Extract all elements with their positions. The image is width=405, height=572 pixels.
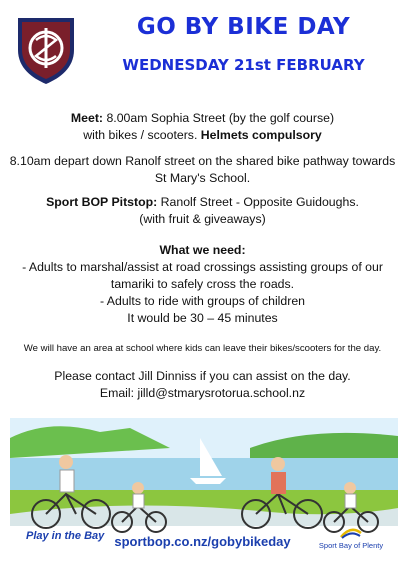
meet-time-place: 8.00am Sophia Street (by the golf course) bbox=[106, 111, 335, 125]
school-crest-logo bbox=[14, 14, 78, 86]
contact-section bbox=[6, 368, 399, 402]
sport-bop-label: Sport Bay of Plenty bbox=[318, 541, 384, 550]
needs-line: It would be 30 – 45 minutes bbox=[127, 311, 278, 325]
depart-line-2: St Mary's School. bbox=[154, 171, 251, 185]
meet-label: Meet: bbox=[70, 111, 104, 125]
meet-section bbox=[6, 110, 399, 144]
contact-email[interactable]: Email: jilld@stmarysrotorua.school.nz bbox=[99, 386, 306, 400]
depart-section bbox=[6, 153, 399, 187]
event-url[interactable]: sportbop.co.nz/gobybikeday bbox=[114, 534, 291, 549]
helmets-note: Helmets compulsory bbox=[200, 128, 322, 142]
pitstop-label: Sport BOP Pitstop: bbox=[46, 195, 158, 209]
page-title: GO BY BIKE DAY bbox=[136, 14, 351, 40]
needs-line: - Adults to ride with groups of children bbox=[99, 294, 306, 308]
needs-line: tamariki to safely cross the roads. bbox=[110, 277, 295, 291]
sport-bop-swoosh-icon bbox=[340, 527, 362, 539]
pitstop-section bbox=[6, 194, 399, 228]
meet-bring: with bikes / scooters. bbox=[83, 128, 198, 142]
needs-section bbox=[6, 242, 399, 327]
play-in-the-bay-logo: Play in the Bay bbox=[26, 530, 105, 542]
depart-line-1: 8.10am depart down Ranolf street on the shared bike pathway towards bbox=[9, 154, 396, 168]
needs-heading: What we need: bbox=[159, 243, 246, 257]
pitstop-location: Ranolf Street - Opposite Guidoughs. bbox=[160, 195, 359, 209]
sport-bay-of-plenty-logo bbox=[311, 527, 391, 550]
needs-line: - Adults to marshal/assist at road crossings assisting groups of our bbox=[22, 260, 383, 274]
event-date: WEDNESDAY 21st FEBRUARY bbox=[122, 56, 365, 74]
pitstop-extras: (with fruit & giveaways) bbox=[139, 212, 266, 226]
contact-line: Please contact Jill Dinniss if you can assist on the day. bbox=[54, 369, 351, 383]
area-note: We will have an area at school where kids can leave their bikes/scooters for the day. bbox=[23, 343, 382, 354]
